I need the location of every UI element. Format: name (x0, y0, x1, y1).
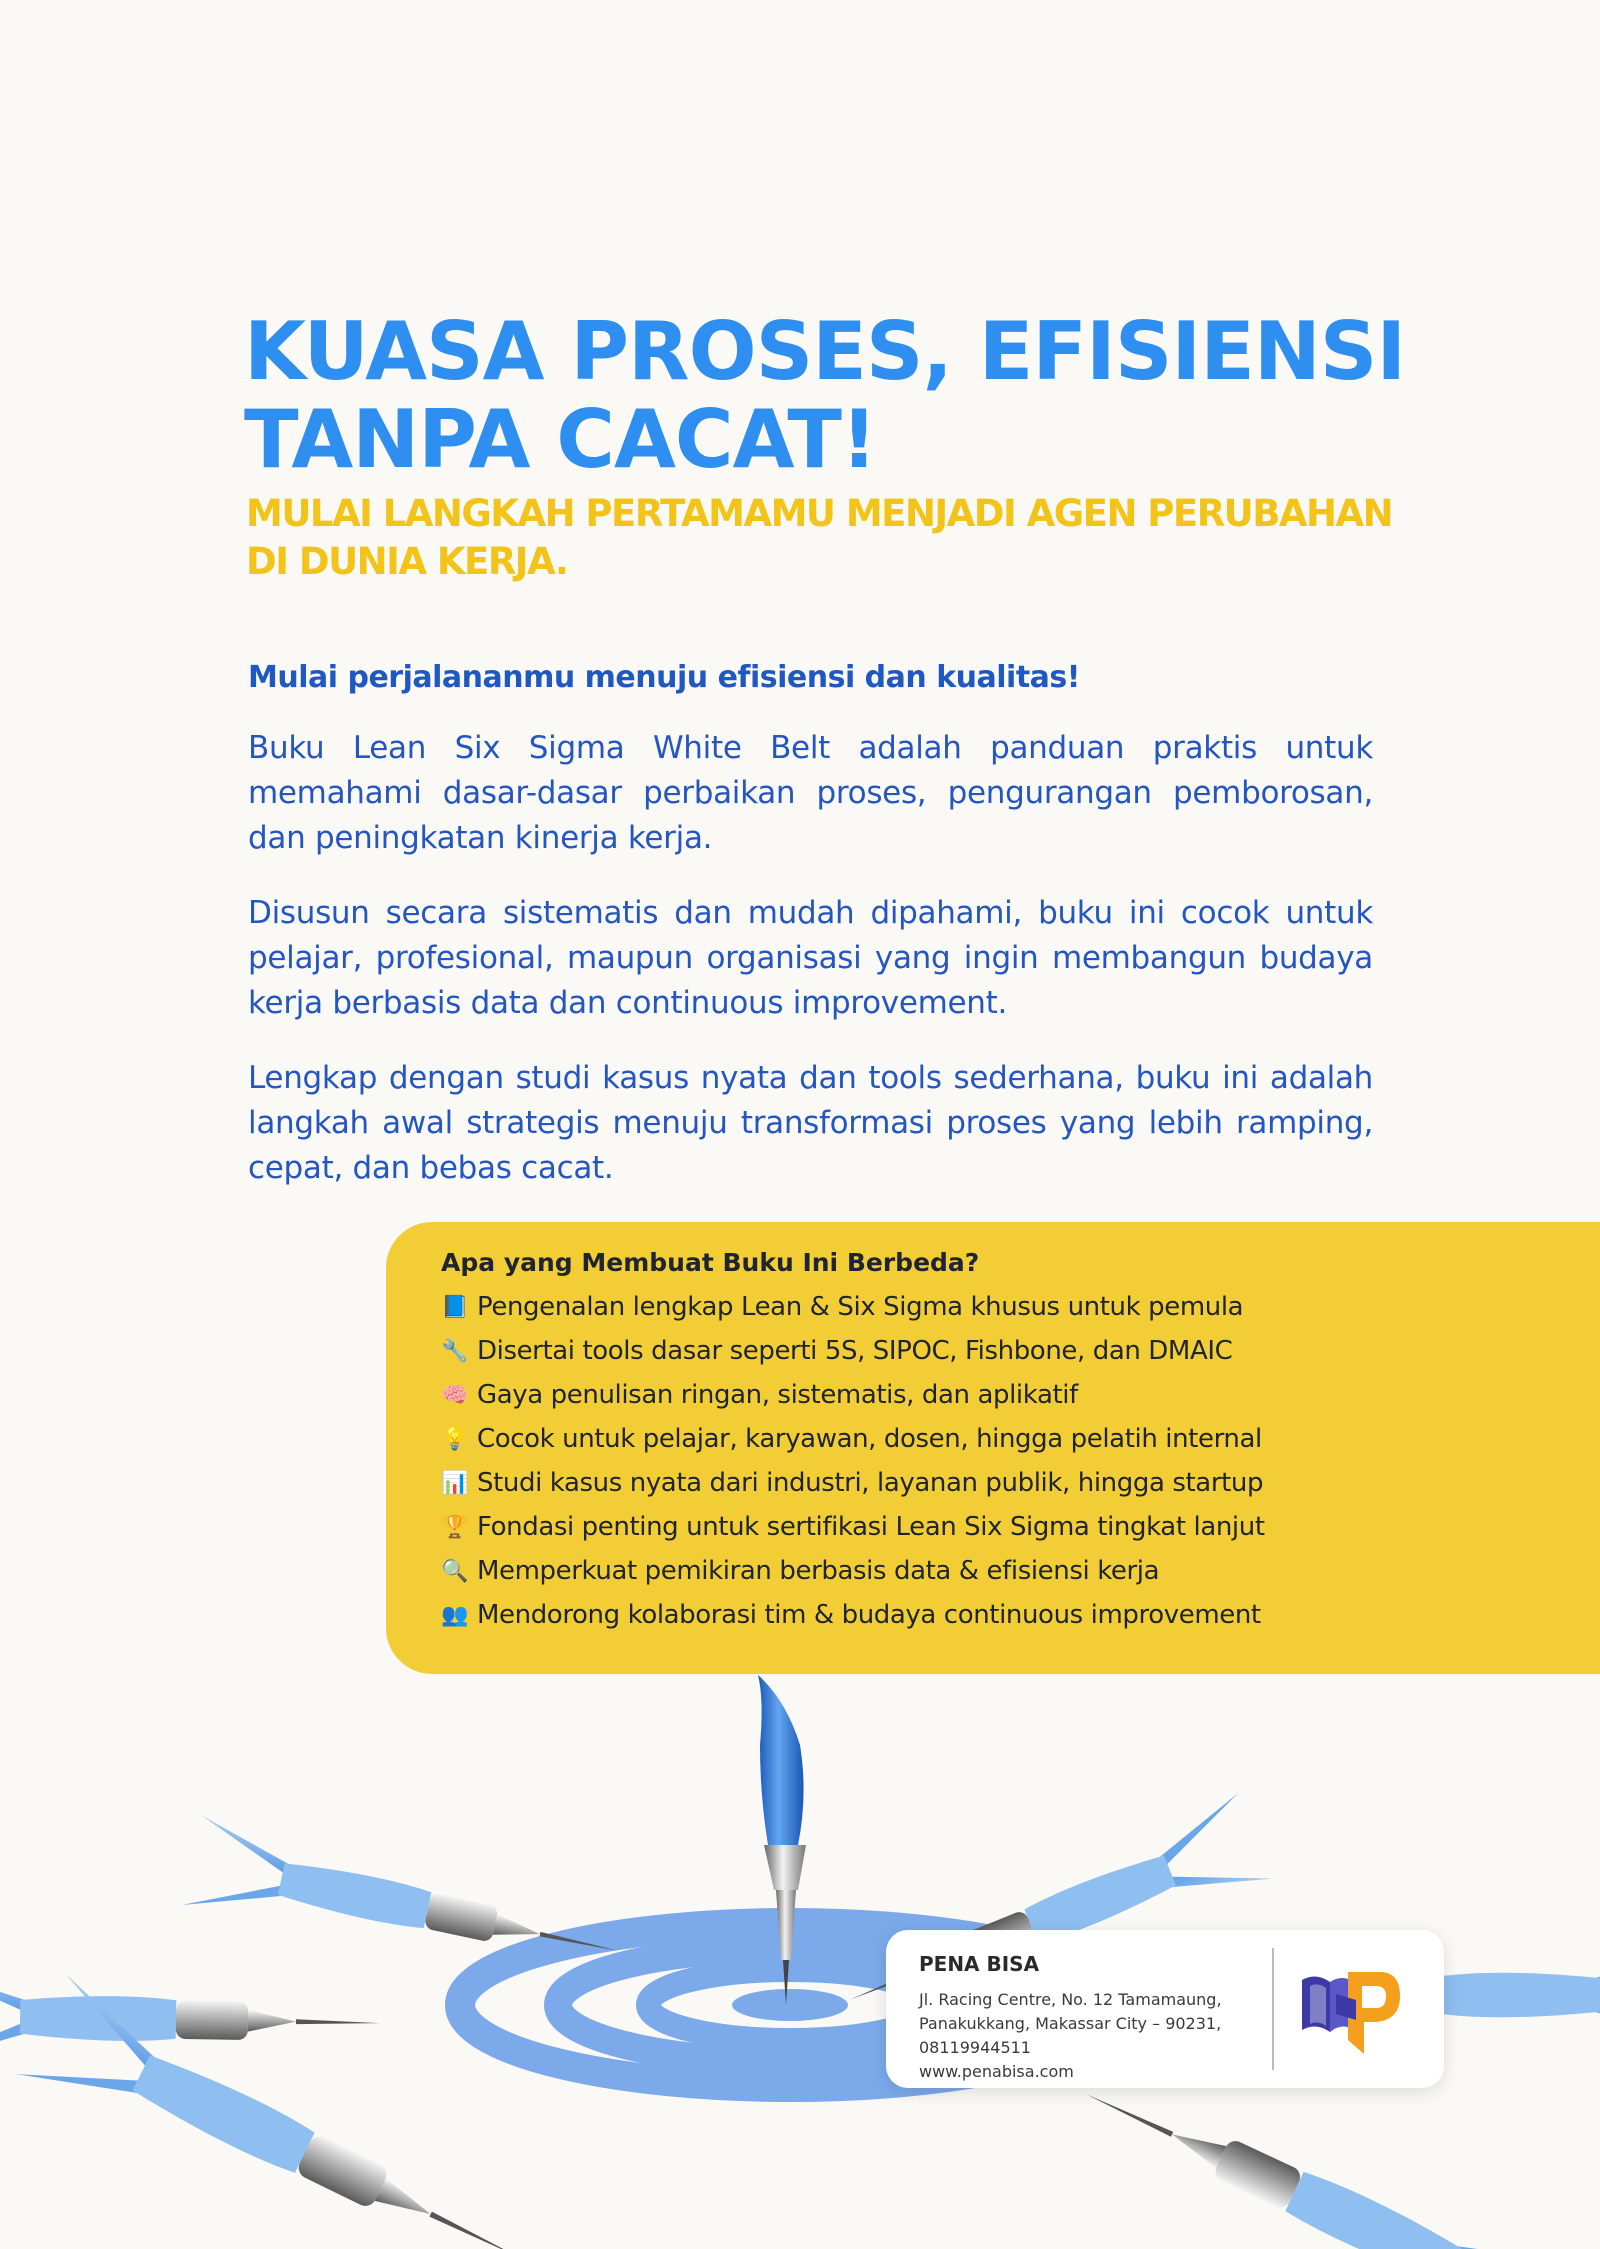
publisher-name: PENA BISA (919, 1952, 1040, 1976)
feature-item (441, 1417, 1600, 1461)
description-paragraph: Disusun secara sistematis dan mudah dipahami, buku ini cocok untuk pelajar, profesional, maupun organisasi yang ingin membangun budaya kerja berbasis data dan continuous improvement. (248, 895, 1373, 1021)
headline-line: KUASA PROSES, EFISIENSI (244, 305, 1406, 398)
feature-text: Mendorong kolaborasi tim & budaya continuous improvement (477, 1600, 1261, 1630)
brain-icon: 🧠 (441, 1382, 468, 1408)
feature-text: Cocok untuk pelajar, karyawan, dosen, hingga pelatih internal (477, 1424, 1262, 1454)
wrench-icon: 🔧 (441, 1338, 468, 1364)
headline-line: TANPA CACAT! (244, 393, 877, 486)
feature-text: Studi kasus nyata dari industri, layanan publik, hingga startup (477, 1468, 1264, 1498)
feature-item (441, 1373, 1600, 1417)
features-panel (386, 1222, 1600, 1674)
publisher-address-line: Jl. Racing Centre, No. 12 Tamamaung, (919, 1990, 1222, 2009)
bar-chart-icon: 📊 (441, 1470, 468, 1496)
feature-text: Gaya penulisan ringan, sistematis, dan aplikatif (477, 1380, 1078, 1410)
publisher-address-line: Panakukkang, Makassar City – 90231, (919, 2014, 1222, 2033)
publisher-card (886, 1930, 1444, 2088)
feature-text: Memperkuat pemikiran berbasis data & efisiensi kerja (477, 1556, 1160, 1586)
dart-left-top (182, 1815, 629, 1996)
features-title: Apa yang Membuat Buku Ini Berbeda? (441, 1248, 980, 1277)
description (248, 726, 1373, 1221)
publisher-phone: 08119944511 (919, 2038, 1031, 2057)
description-paragraph: Buku Lean Six Sigma White Belt adalah panduan praktis untuk memahami dasar-dasar perbaikan proses, pengurangan pemborosan, dan peningkatan kinerja kerja. (248, 730, 1373, 856)
feature-item (441, 1593, 1600, 1637)
subheadline-line: DI DUNIA KERJA. (246, 540, 568, 583)
book-icon: 📘 (441, 1294, 468, 1320)
features-list (441, 1285, 1600, 1637)
feature-text: Fondasi penting untuk sertifikasi Lean Six Sigma tingkat lanjut (477, 1512, 1265, 1542)
feature-text: Pengenalan lengkap Lean & Six Sigma khusus untuk pemula (477, 1292, 1244, 1322)
pena-bisa-logo-icon (1296, 1960, 1406, 2060)
publisher-website[interactable]: www.penabisa.com (919, 2062, 1074, 2081)
feature-text: Disertai tools dasar seperti 5S, SIPOC, Fishbone, dan DMAIC (477, 1336, 1233, 1366)
magnifier-icon: 🔍 (441, 1558, 468, 1584)
headline (244, 305, 1406, 486)
subheadline-line: MULAI LANGKAH PERTAMAMU MENJADI AGEN PERUBAHAN (246, 492, 1393, 535)
feature-item (441, 1549, 1600, 1593)
card-divider (1272, 1948, 1274, 2070)
feature-item (441, 1505, 1600, 1549)
description-paragraph: Lengkap dengan studi kasus nyata dan tools sederhana, buku ini adalah langkah awal strategis menuju transformasi proses yang lebih ramping, cepat, dan bebas cacat. (248, 1060, 1373, 1186)
intro-heading: Mulai perjalananmu menuju efisiensi dan kualitas! (248, 660, 1080, 695)
subheadline (246, 490, 1392, 586)
feature-item (441, 1329, 1600, 1373)
feature-item (441, 1285, 1600, 1329)
people-icon: 👥 (441, 1602, 468, 1628)
lightbulb-icon: 💡 (441, 1426, 468, 1452)
publisher-contact (919, 1988, 1259, 2084)
feature-item (441, 1461, 1600, 1505)
trophy-icon: 🏆 (441, 1514, 468, 1540)
dart-left-middle (0, 1967, 381, 2071)
